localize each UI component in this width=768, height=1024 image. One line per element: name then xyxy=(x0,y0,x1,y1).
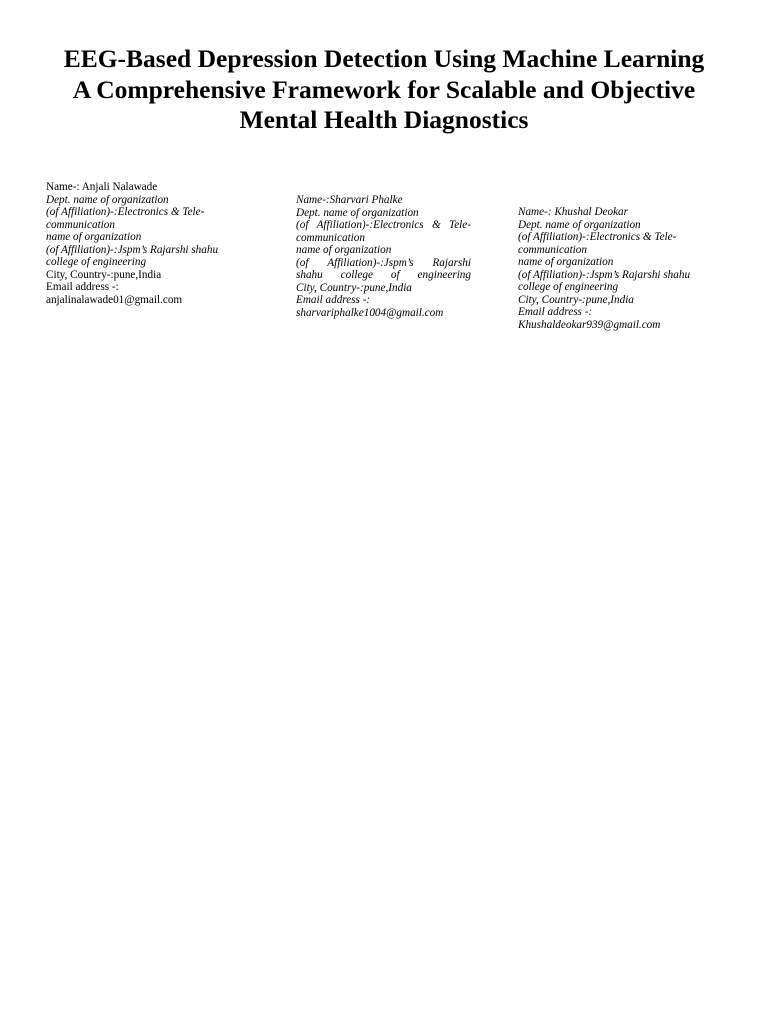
author-block-1 xyxy=(46,181,226,306)
author-affiliation-org: (of Affiliation)-:Jspm’s Rajarshi shahu xyxy=(518,268,691,281)
author-affiliation-dept: (of Affiliation)-:Electronics & Tele- xyxy=(518,231,677,243)
author-dept: Dept. name of organization xyxy=(296,206,419,219)
author-name: Name-:Sharvari Phalke xyxy=(296,194,403,206)
author-name: Name-: Anjali Nalawade xyxy=(46,181,158,193)
author-email: anjalinalawade01@gmail.com xyxy=(46,293,183,306)
author-block-3 xyxy=(518,206,708,331)
author-affiliation-org: (of Affiliation)-:Jspm’s Rajarshi shahu college of engineering xyxy=(46,243,219,268)
author-affiliation-org-cont: college of engineering xyxy=(518,281,619,293)
author-org-label: name of organization xyxy=(296,244,392,256)
author-email-label: Email address -: xyxy=(46,281,119,293)
author-city: City, Country-:pune,India xyxy=(296,281,412,294)
author-dept: Dept. name of organization xyxy=(518,218,641,231)
author-dept: Dept. name of organization xyxy=(46,193,169,206)
author-affiliation-dept-cont: communication xyxy=(518,243,587,256)
author-org-label: name of organization xyxy=(46,231,142,243)
author-city: City, Country-:pune,India xyxy=(518,293,634,306)
author-affiliation-dept: (of Affiliation)-:Electronics & Tele-communication xyxy=(46,206,205,231)
author-affiliation-dept: (of Affiliation)-:Electronics & Tele- xyxy=(296,219,471,231)
author-affiliation-org-cont: shahu college of engineering xyxy=(296,269,471,281)
author-org-label: name of organization xyxy=(518,256,614,268)
author-email: Khushaldeokar939@gmail.com xyxy=(518,318,661,331)
author-block-2 xyxy=(296,194,471,319)
author-affiliation-dept-cont: communication xyxy=(296,231,365,244)
author-email: sharvariphalke1004@gmail.com xyxy=(296,306,444,319)
author-email-label: Email address -: xyxy=(296,294,371,306)
author-name: Name-: Khushal Deokar xyxy=(518,206,628,218)
author-affiliation-org: (of Affiliation)-:Jspm’s Rajarshi xyxy=(296,256,471,269)
author-email-label: Email address -: xyxy=(518,306,593,318)
author-city: City, Country-:pune,India xyxy=(46,268,162,281)
paper-title: EEG-Based Depression Detection Using Machine Learning A Comprehensive Framework for Scalable and Objective Mental Health Diagnostics xyxy=(63,44,705,134)
